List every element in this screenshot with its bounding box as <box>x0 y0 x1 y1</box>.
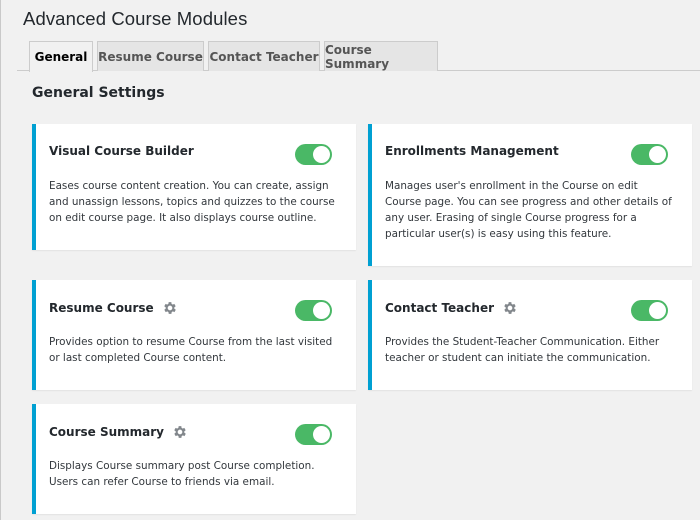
tab-label: Resume Course <box>98 49 203 64</box>
module-card-resume-course <box>32 280 356 390</box>
gear-icon[interactable] <box>502 300 518 316</box>
section-title: General Settings <box>32 85 165 101</box>
tab-label: General <box>34 50 88 64</box>
module-title <box>385 300 518 316</box>
module-toggle[interactable] <box>295 144 332 165</box>
module-title <box>49 424 188 440</box>
tab-course-summary[interactable] <box>324 41 438 71</box>
module-description: Provides the Student-Teacher Communication. Either teacher or student can initiate the communication. <box>385 336 660 364</box>
module-title-text: Contact Teacher <box>385 301 494 315</box>
module-card-enrollments-management <box>368 124 692 266</box>
page-title: Advanced Course Modules <box>23 8 248 29</box>
gear-icon[interactable] <box>162 300 178 316</box>
module-title-text: Course Summary <box>49 425 165 439</box>
module-toggle[interactable] <box>295 300 332 321</box>
module-title-text: Enrollments Management <box>385 144 559 158</box>
module-card-visual-course-builder <box>32 124 356 250</box>
gear-icon[interactable] <box>172 424 188 440</box>
module-title <box>49 300 178 316</box>
module-toggle[interactable] <box>631 144 668 165</box>
module-description: Provides option to resume Course from the last visited or last completed Course content. <box>49 336 333 364</box>
module-card-contact-teacher <box>368 280 692 390</box>
tab-label: Course Summary <box>325 42 390 71</box>
module-title-text: Resume Course <box>49 301 154 315</box>
module-description: Eases course content creation. You can create, assign and unassign lessons, topics and quizzes to the course on edit course page. It also displays course outline. <box>49 180 335 224</box>
module-description: Manages user's enrollment in the Course on edit Course page. You can see progress and other details of any user. Erasing of single Course progress for a particular user(s) is easy using this feature. <box>385 180 672 240</box>
tab-label: Contact Teacher <box>209 49 319 64</box>
module-toggle[interactable] <box>295 424 332 445</box>
module-toggle[interactable] <box>631 300 668 321</box>
tab-general[interactable] <box>29 41 93 72</box>
module-title <box>385 144 559 158</box>
tab-resume-course[interactable] <box>97 41 204 71</box>
module-title-text: Visual Course Builder <box>49 144 194 158</box>
module-title <box>49 144 194 158</box>
tab-contact-teacher[interactable] <box>208 41 320 71</box>
module-card-course-summary <box>32 404 356 514</box>
module-description: Displays Course summary post Course completion. Users can refer Course to friends via email. <box>49 460 315 488</box>
